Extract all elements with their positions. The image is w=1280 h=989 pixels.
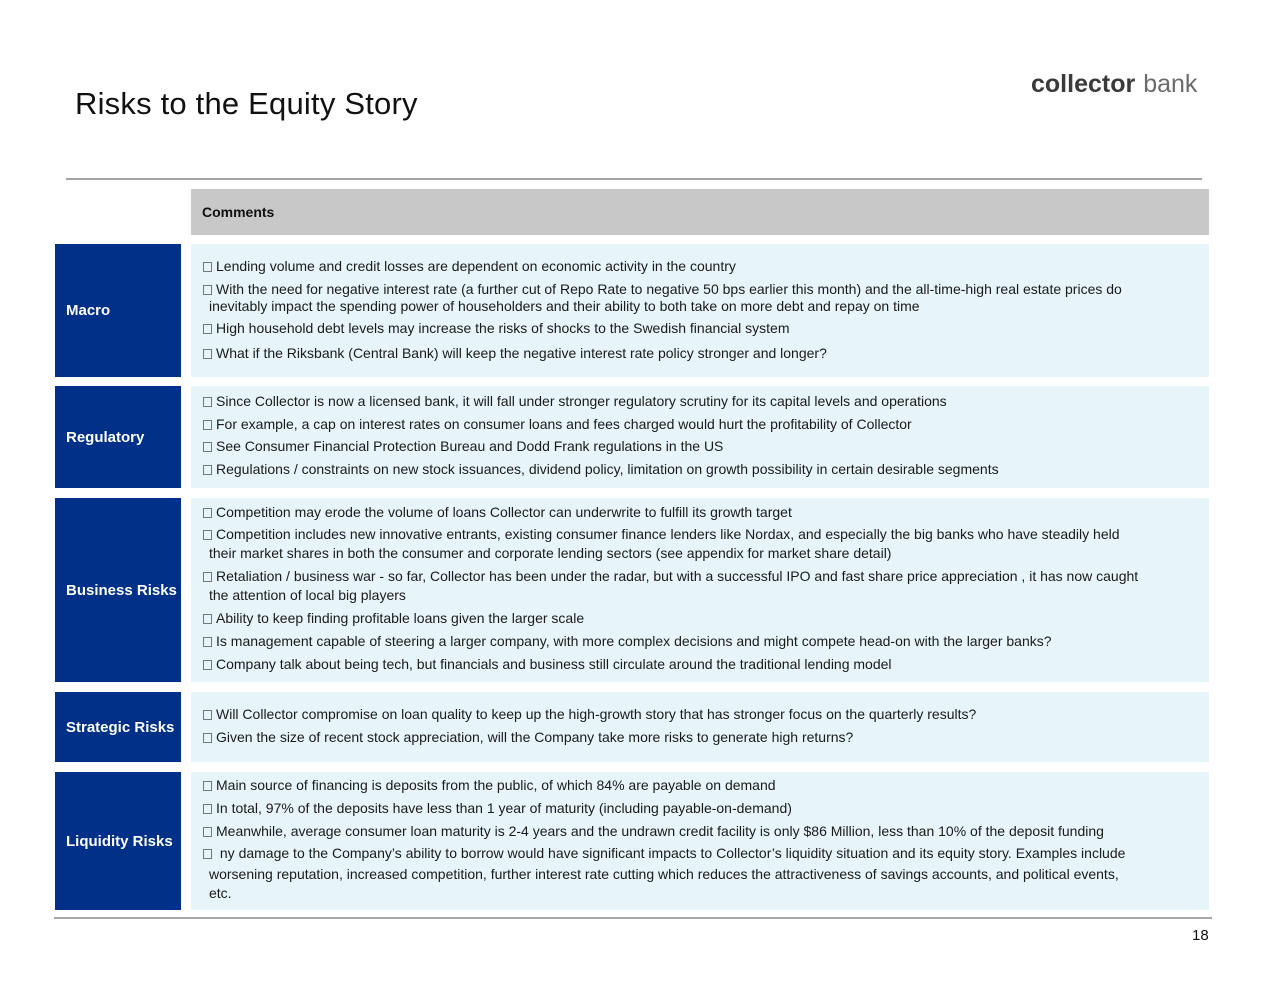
page-title: Risks to the Equity Story: [75, 86, 418, 121]
bullet-item: Since Collector is now a licensed bank, it will fall under stronger regulatory scrutiny for its capital levels and operations: [203, 392, 1212, 411]
bullet-item: Will Collector compromise on loan quality to keep up the high-growth story that has stronger focus on the quarterly results?: [203, 705, 1212, 724]
bullet-continuation: etc.: [209, 885, 232, 901]
bullet-item: Given the size of recent stock appreciation, will the Company take more risks to generate high returns?: [203, 728, 1212, 747]
row-label-business-risks: [55, 498, 181, 682]
comments-column-header: [191, 189, 1209, 235]
checkbox-bullet-icon: [203, 781, 212, 791]
checkbox-bullet-icon: [203, 349, 212, 359]
bullet-item: Is management capable of steering a larger company, with more complex decisions and might compete head-on with the larger banks?: [203, 632, 1212, 651]
checkbox-bullet-icon: [203, 285, 212, 295]
row-label-regulatory: [55, 386, 181, 488]
top-divider: [66, 178, 1202, 180]
page-number: 18: [1192, 927, 1209, 944]
bullet-item: In total, 97% of the deposits have less than 1 year of maturity (including payable-on-demand): [203, 799, 1212, 818]
logo-word-bank: bank: [1143, 70, 1198, 98]
row-comments-macro: [191, 244, 1209, 377]
bullet-item: Competition may erode the volume of loans Collector can underwrite to fulfill its growth target: [203, 503, 1212, 522]
bullet-item: Competition includes new innovative entrants, existing consumer finance lenders like Nordax, and especially the big banks who have steadily held: [203, 525, 1212, 544]
checkbox-bullet-icon: [203, 508, 212, 518]
row-comments-business-risks: [191, 498, 1209, 682]
checkbox-bullet-icon: [203, 804, 212, 814]
bullet-item: ny damage to the Company’s ability to borrow would have significant impacts to Collector’s liquidity situation and its equity story. Examples include: [203, 844, 1212, 863]
bullet-continuation: their market shares in both the consumer and corporate lending sectors (see appendix for market share detail): [209, 545, 892, 561]
row-label-macro: [55, 244, 181, 377]
bullet-item: Company talk about being tech, but financials and business still circulate around the traditional lending model: [203, 655, 1212, 674]
row-label-text: Business Risks: [66, 581, 177, 599]
checkbox-bullet-icon: [203, 465, 212, 475]
row-label-text: Regulatory: [66, 428, 145, 446]
checkbox-bullet-icon: [203, 827, 212, 837]
row-label-liquidity-risks: [55, 772, 181, 910]
checkbox-bullet-icon: [203, 530, 212, 540]
checkbox-bullet-icon: [203, 660, 212, 670]
bullet-continuation: worsening reputation, increased competition, further interest rate cutting which reduces the attractiveness of savings accounts, and political events,: [209, 866, 1119, 882]
checkbox-bullet-icon: [203, 733, 212, 743]
checkbox-bullet-icon: [203, 710, 212, 720]
checkbox-bullet-icon: [203, 572, 212, 582]
bullet-item: See Consumer Financial Protection Bureau and Dodd Frank regulations in the US: [203, 437, 1212, 456]
bullet-continuation: the attention of local big players: [209, 587, 406, 603]
bullet-item: Lending volume and credit losses are dependent on economic activity in the country: [203, 257, 1212, 276]
row-label-text: Macro: [66, 302, 111, 319]
row-label-text: Strategic Risks: [66, 718, 175, 736]
checkbox-bullet-icon: [203, 262, 212, 272]
comments-header-label: Comments: [202, 204, 275, 220]
checkbox-bullet-icon: [203, 397, 212, 407]
bullet-item: Ability to keep finding profitable loans given the larger scale: [203, 609, 1212, 628]
logo-word-collector: collector: [1031, 70, 1136, 98]
bullet-continuation: inevitably impact the spending power of householders and their ability to both take on more debt and repay on time: [209, 298, 920, 314]
bullet-item: Meanwhile, average consumer loan maturity is 2-4 years and the undrawn credit facility is only $86 Million, less than 10% of the deposit funding: [203, 822, 1212, 841]
checkbox-bullet-icon: [203, 420, 212, 430]
checkbox-bullet-icon: [203, 614, 212, 624]
row-label-text: Liquidity Risks: [66, 832, 173, 850]
checkbox-bullet-icon: [203, 442, 212, 452]
collector-bank-logo: [1031, 70, 1197, 99]
bottom-divider: [54, 917, 1212, 919]
bullet-item: Main source of financing is deposits from the public, of which 84% are payable on demand: [203, 776, 1212, 795]
bullet-item: With the need for negative interest rate (a further cut of Repo Rate to negative 50 bps earlier this month) and the all-time-high real estate prices do: [203, 280, 1212, 299]
checkbox-bullet-icon: [203, 637, 212, 647]
bullet-item: High household debt levels may increase the risks of shocks to the Swedish financial system: [203, 319, 1212, 338]
row-comments-strategic-risks: [191, 692, 1209, 762]
row-label-strategic-risks: [55, 692, 181, 762]
bullet-item: What if the Riksbank (Central Bank) will keep the negative interest rate policy stronger and longer?: [203, 344, 1212, 363]
row-comments-regulatory: [191, 386, 1209, 488]
bullet-item: Retaliation / business war - so far, Collector has been under the radar, but with a successful IPO and fast share price appreciation , it has now caught: [203, 567, 1212, 586]
checkbox-bullet-icon: [203, 849, 212, 859]
checkbox-bullet-icon: [203, 324, 212, 334]
row-comments-liquidity-risks: [191, 772, 1209, 910]
bullet-item: For example, a cap on interest rates on consumer loans and fees charged would hurt the profitability of Collector: [203, 415, 1212, 434]
bullet-item: Regulations / constraints on new stock issuances, dividend policy, limitation on growth possibility in certain desirable segments: [203, 460, 1212, 479]
